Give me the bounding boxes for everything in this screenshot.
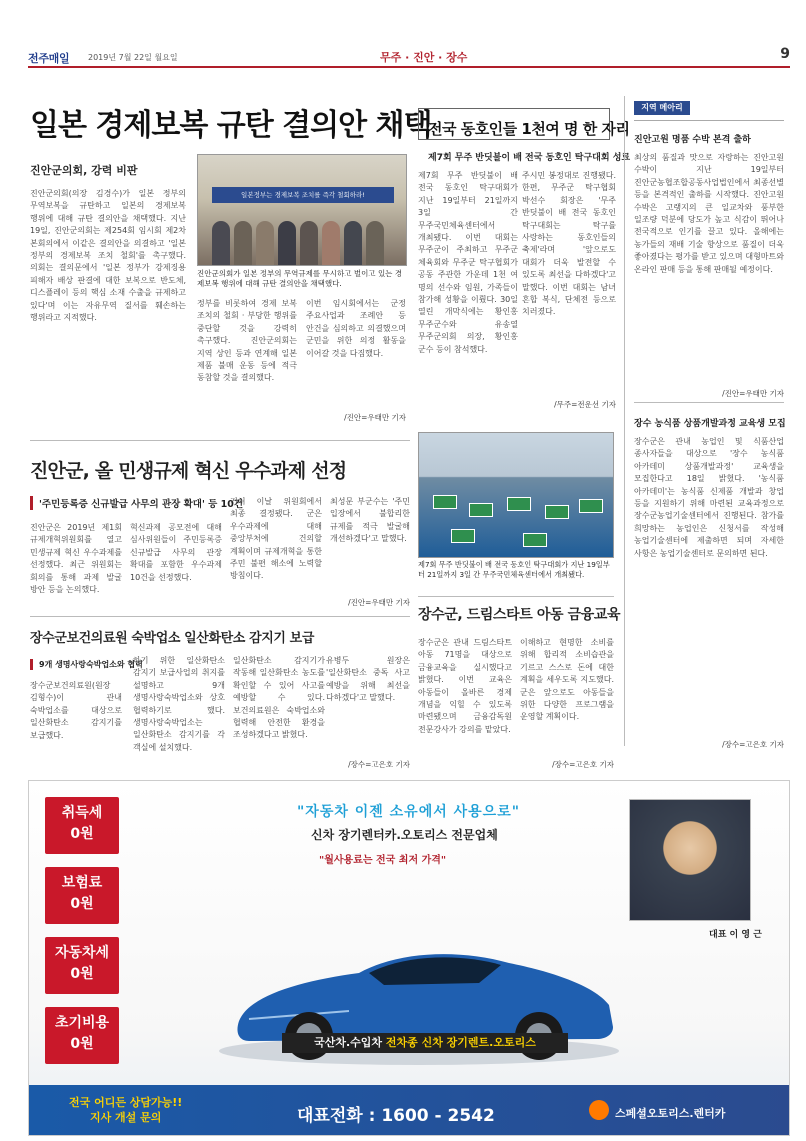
sidebar-item1-title: 진안고원 명품 수박 본격 출하 [634, 135, 751, 145]
ceo-name: 대표 이 영 근 [709, 930, 762, 940]
photo-person [212, 221, 230, 265]
photo-table [507, 497, 531, 511]
photo-table [469, 503, 493, 517]
ad-slogan: "자동차 이젠 소유에서 사용으로" [297, 804, 521, 820]
third-subheadline: 9개 생명사랑숙박업소와 협력 [30, 659, 143, 670]
newspaper-brand: 전주매일 [28, 52, 70, 65]
fourth-col2: 이해하고 현명한 소비를 위해 합리적 소비습관을 기르고 스스로 돈에 대한 계획을 세우도록 지도했다. 군은 앞으로도 아동들을 위한 다양한 프로그램을 운영할 계획이다. [520, 638, 614, 722]
third-col4: 유병두 원장은 '일산화탄소 중독 사고 예방을 위해 최선을 다하겠다'고 말했다. [326, 656, 410, 703]
photo-person [344, 221, 362, 265]
photo-person [322, 221, 340, 265]
second-col1: 진안군은 2019년 제1회 규제개혁위원회를 열고 민생규제 혁신 우수과제를 선정했다. 최근 위원회는 회의를 통해 과제 발굴 방안 등을 논의했다. [30, 523, 122, 595]
section-rule [30, 440, 410, 441]
fourth-col1: 장수군은 관내 드림스타트 아동 71명을 대상으로 금융교육을 실시했다고 밝혔다. 이번 교육은 아동들이 올바른 경제 개념을 익힐 수 있도록 마련됐으며 금융감독원 전문강사가 강의를 맡았다. [418, 638, 512, 734]
page-number: 9 [780, 46, 790, 62]
main-byline: /진안=우태만 기자 [344, 413, 406, 422]
photo-person [366, 221, 384, 265]
ad-tag-line1: 자동차세 [54, 945, 110, 961]
advertisement[interactable] [28, 780, 790, 1136]
sidebar-item1-body: 최상의 품질과 맛으로 자랑하는 진안고원 수박이 지난 19일부터 진안군농협조합공동사업법인에서 최종선별 등을 본격적인 출하를 시작했다. 진안고원 수박은 고랭지의 큰 일교차와 풍부한 일조량 덕분에 당도가 높고 식감이 뛰어나 전국적으로 인기를 끌고 있다. 올해에는 농가들의 재배 기술 향상으로 품질이 더욱 좋아졌다는 평가를 받고 있으며 대형마트와 온라인 판매 등을 통해 판매될 예정이다. [634, 153, 784, 274]
third-col3: 일산화탄소 감지기가 작동해 일산화탄소 농도를 확인할 수 있어 사고를 예방할 수 있다. 보건의료원은 숙박업소와 협력해 안전한 환경을 조성하겠다고 밝혔다. [233, 656, 325, 740]
main-headline: 일본 경제보복 규탄 결의안 채택 [30, 108, 432, 143]
sidebar-item2-title: 장수 농식품 상품개발과정 교육생 모집 [634, 419, 786, 429]
ad-tag-line1: 초기비용 [54, 1015, 110, 1031]
sidebar-item1-byline: /진안=우태만 기자 [722, 389, 784, 398]
page-header [28, 46, 790, 68]
sports-car-image [209, 901, 629, 1081]
ad-tag-line2: 0원 [70, 826, 94, 842]
issue-date: 2019년 7월 22일 월요일 [88, 53, 178, 62]
main-photo-caption: 진안군의회가 일본 정부의 무역규제를 무시하고 벌이고 있는 경제보복 행위에 대해 규탄 결의안을 채택했다. [197, 269, 403, 288]
third-headline: 장수군보건의료원 숙박업소 일산화탄소 감지기 보급 [30, 631, 314, 646]
fourth-headline: 장수군, 드림스타트 아동 금융교육 [418, 607, 621, 623]
ceo-portrait [629, 799, 751, 921]
feature-col1: 제7회 무주 반딧불이 배 전국 동호인 탁구대회가 지난 19일부터 21일까지 3일 간 무주국민체육센터에서 개최됐다. 이번 대회는 무주군이 주최하고 무주군 체육회와 무주군 탁구협회가 공동 주관한 가운데 1천 여 명의 선수와 임원, 가족들이 참가해 성황을 이뤘다. 30일 열린 개막식에는 황인홍 무주군수와 유송열 무주군의회 의장, 황인홍 군수 등이 참석했다. [418, 171, 518, 354]
third-byline: /장수=고은호 기자 [348, 760, 410, 769]
sidebar-item2-byline: /장수=고은호 기자 [722, 740, 784, 749]
feature-col2: 주시민 봉정대로 진행됐다. 한편, 무주군 탁구협회 박선수 회장은 '무주 반딧불이 배 전국 동호인 탁구대회는 탁구를 사랑하는 동호인들의 축제'라며 '앞으로도 대회가 더욱 발전할 수 있도록 최선을 다하겠다'고 말했다. 이번 대회는 남녀 혼합 복식, 단체전 등으로 치러졌다. [522, 171, 616, 317]
feature-headline: 전국 동호인들 1천여 명 한 자리 [428, 120, 630, 138]
section-title: 무주 · 진안 · 장수 [380, 51, 468, 64]
ad-consult-line1: 전국 어디든 상담가능!! [69, 1096, 183, 1109]
second-byline: /진안=우태만 기자 [348, 598, 410, 607]
photo-table [523, 533, 547, 547]
photo-banner-text: 일본정부는 경제보복 조치를 즉각 철회하라! [212, 187, 394, 203]
photo-person [256, 221, 274, 265]
ad-tag [45, 797, 119, 854]
photo-table [433, 495, 457, 509]
photo-table [451, 529, 475, 543]
second-col2: 혁신과제 공모전에 대해 심사위원들이 주민등록증 신규발급 사무의 관장 확대를 포함한 우수과제 10건을 선정했다. [130, 523, 222, 582]
feature-subheadline: 제7회 무주 반딧불이 배 전국 동호인 탁구대회 성료 [428, 153, 631, 163]
ad-tag [45, 937, 119, 994]
table-tennis-photo [418, 432, 614, 558]
sidebar-rule [634, 402, 784, 403]
section-rule [418, 596, 614, 597]
table-tennis-caption: 제7회 무주 반딧불이 배 전국 동호인 탁구대회가 지난 19일부터 21일까지 3일 간 무주국민체육센터에서 개최됐다. [418, 560, 610, 579]
ad-tag [45, 867, 119, 924]
main-article-col2: 정부를 비롯하여 경제 보복 조치의 철회 · 부당한 행위를 중단할 것을 강력히 촉구했다. 진안군의회는 지역 상인 등과 연계해 일본 제품 불매 운동 등에 적극 동참할 것을 결의했다. [197, 299, 297, 383]
ad-vehicle-banner [282, 1033, 568, 1053]
feature-byline: /무주=전운선 기자 [554, 400, 616, 409]
ad-vehicle-banner-prefix: 국산차.수입차 [314, 1036, 386, 1049]
second-col4: 최성문 부군수는 '주민 입장에서 불합리한 규제를 적극 발굴해 개선하겠다'고 말했다. [330, 497, 410, 544]
ad-consult-line2: 지사 개설 문의 [89, 1111, 162, 1124]
second-headline: 진안군, 올 민생규제 혁신 우수과제 선정 [30, 460, 347, 482]
ad-vehicle-banner-accent: 전차종 신차 장기렌트.오토리스 [385, 1036, 536, 1049]
sidebar-rule [634, 120, 784, 121]
ad-company-name: 스페셜오토리스.렌터카 [615, 1107, 726, 1120]
ad-tag-line1: 보험료 [61, 875, 103, 891]
second-subheadline: '주민등록증 신규발급 사무의 관장 확대' 등 10건 [30, 496, 300, 510]
photo-person [278, 221, 296, 265]
photo-person [300, 221, 318, 265]
ad-tag [45, 1007, 119, 1064]
ad-price-line: "월사용료는 전국 최저 가격" [319, 855, 447, 866]
photo-person [234, 221, 252, 265]
ad-tag-line2: 0원 [70, 966, 94, 982]
ad-phone-number[interactable]: 대표전화 : 1600 - 2542 [297, 1106, 495, 1126]
third-col2: 하기 위한 일산화탄소 감지기 보급사업의 취지를 설명하고 9개 생명사랑숙박업소와 상호 협력하기로 했다. 생명사랑숙박업소는 일산화탄소 감지기를 각 객실에 설치했다. [133, 656, 225, 752]
ad-consult-text [69, 1095, 182, 1125]
section-rule [30, 616, 410, 617]
ad-tag-line2: 0원 [70, 1036, 94, 1052]
sidebar-label: 지역 메아리 [634, 101, 690, 115]
third-col1: 장수군보건의료원(원장 김형수)이 관내 숙박업소를 대상으로 일산화탄소 감지기를 보급했다. [30, 681, 122, 740]
main-photo [197, 154, 407, 266]
sidebar-item2-body: 장수군은 관내 농업인 및 식품산업 종사자들을 대상으로 '장수 농식품 아카데미 상품개발과정' 교육생을 모집한다고 18일 밝혔다. '농식품 아카데미'는 농식품 신제품 개발과 창업 등을 지원하기 위해 마련된 교육과정으로 장수군농업기술센터에서 진행된다. 참가를 희망하는 농업인은 신청서를 작성해 농업기술센터에 제출하면 되며 자세한 사항은 농업기술센터로 문의하면 된다. [634, 437, 784, 558]
ad-service-line: 신차 장기렌터카.오토리스 전문업체 [311, 828, 498, 842]
main-subheadline: 진안군의회, 강력 비판 [30, 164, 138, 177]
main-article-col3: 이번 임시회에서는 군정 주요사업과 조례안 등 안건을 심의하고 의결했으며 군민을 위한 의정 활동을 이어갈 것을 다짐했다. [306, 299, 406, 358]
company-logo-icon [589, 1100, 609, 1120]
ad-tag-line1: 취득세 [61, 805, 103, 821]
sidebar-divider [624, 96, 625, 746]
photo-table [579, 499, 603, 513]
ad-tag-line2: 0원 [70, 896, 94, 912]
main-article-col1: 진안군의회(의장 김경수)가 일본 정부의 무역보복을 규탄하고 일본의 경제보복 행위에 대해 규탄 결의안을 채택했다. 지난 19일, 진안군의회는 제254회 임시회 제2차 본회의에서 이같은 결의안을 의결하고 '일본 정부의 경제보복 조치 철회'를 촉구했다. 의회는 결의문에서 '일본 정부가 강제징용 피해자 배상 판결에 대한 보복으로 반도체, 디스플레이 등의 핵심 소재 수출을 규제하고 있다'며 이는 자유무역 질서를 훼손하는 행위라고 지적했다. [30, 189, 186, 323]
photo-table [545, 505, 569, 519]
fourth-byline: /장수=고은호 기자 [552, 760, 614, 769]
second-col3: 거쳐 이날 위원회에서 최종 결정됐다. 군은 우수과제에 대해 중앙부처에 건의할 계획이며 규제개혁을 통한 주민 불편 해소에 노력할 방침이다. [230, 497, 322, 581]
